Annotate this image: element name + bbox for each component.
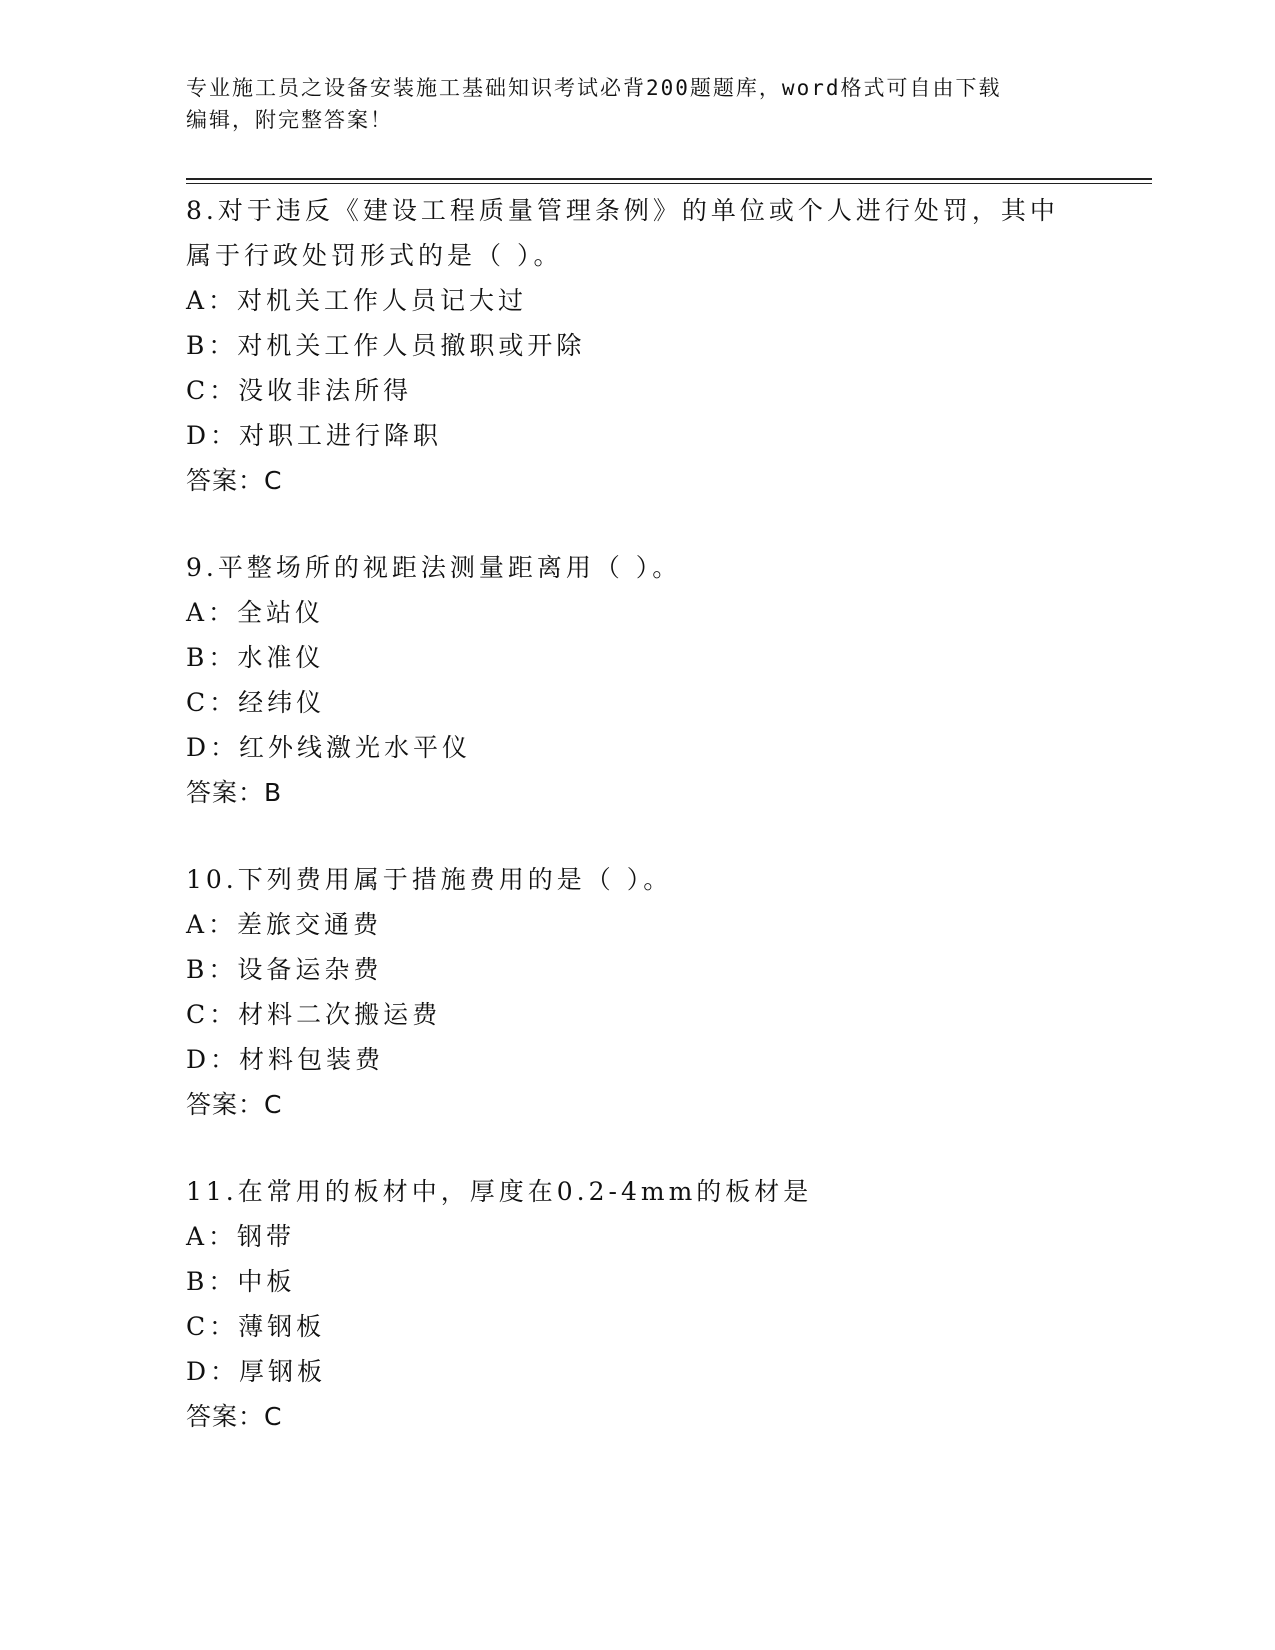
option-d: D：材料包装费: [186, 1045, 385, 1074]
question-9: [186, 545, 1086, 815]
question-11: [186, 1169, 1086, 1439]
header-line-1: 专业施工员之设备安装施工基础知识考试必背200题题库，word格式可自由下载: [186, 76, 1002, 100]
question-stem: 11.在常用的板材中，厚度在0.2-4mm的板材是: [186, 1177, 813, 1206]
option-c: C：经纬仪: [186, 688, 326, 717]
option-c: C：薄钢板: [186, 1312, 326, 1341]
option-a: A：差旅交通费: [186, 910, 383, 939]
option-d: D：红外线激光水平仪: [186, 733, 472, 762]
answer-line: 答案：C: [186, 466, 283, 495]
option-b: B：水准仪: [186, 643, 325, 672]
option-c: C：没收非法所得: [186, 376, 413, 405]
answer-line: 答案：B: [186, 778, 283, 807]
option-a: A：钢带: [186, 1222, 296, 1251]
question-list: [186, 188, 1086, 1481]
question-stem: 8.对于违反《建设工程质量管理条例》的单位或个人进行处罚，其中属于行政处罚形式的是（ ）。: [186, 196, 1059, 270]
question-10: [186, 857, 1086, 1127]
option-a: A：全站仪: [186, 598, 325, 627]
option-b: B：设备运杂费: [186, 955, 383, 984]
header-divider-thin: [186, 183, 1152, 184]
option-a: A：对机关工作人员记大过: [186, 286, 528, 315]
question-stem: 10.下列费用属于措施费用的是（ ）。: [186, 865, 673, 894]
option-b: B：中板: [186, 1267, 296, 1296]
option-d: D：对职工进行降职: [186, 421, 443, 450]
answer-line: 答案：C: [186, 1402, 283, 1431]
option-b: B：对机关工作人员撤职或开除: [186, 331, 586, 360]
question-8: [186, 188, 1086, 503]
header-divider-thick: [186, 178, 1152, 180]
option-c: C：材料二次搬运费: [186, 1000, 442, 1029]
document-header: [186, 72, 1066, 136]
header-line-2: 编辑，附完整答案！: [186, 108, 393, 132]
question-stem: 9.平整场所的视距法测量距离用（ ）。: [186, 553, 682, 582]
answer-line: 答案：C: [186, 1090, 283, 1119]
option-d: D：厚钢板: [186, 1357, 327, 1386]
